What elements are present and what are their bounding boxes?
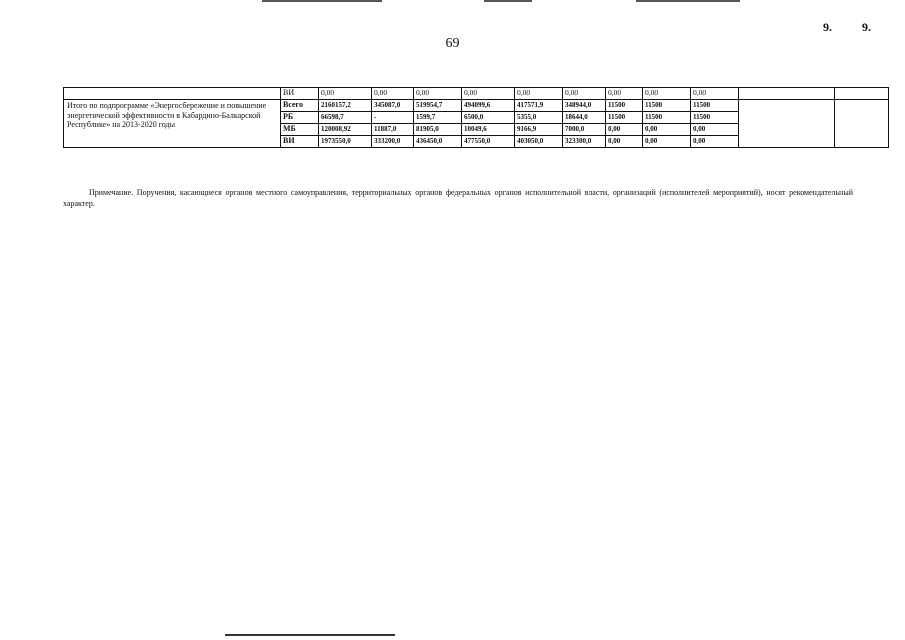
- value-cell: 494099,6: [462, 100, 515, 112]
- value-cell: 120008,92: [319, 124, 372, 136]
- value-cell: -: [372, 112, 414, 124]
- value-cell: 11500: [643, 112, 691, 124]
- scan-artifact: [225, 634, 395, 636]
- value-cell: 323300,0: [563, 136, 606, 148]
- corner-mark: 9.: [862, 20, 871, 34]
- value-cell: 10049,6: [462, 124, 515, 136]
- table-cell: [739, 88, 835, 100]
- value-cell: 0,00: [414, 88, 462, 100]
- value-cell: 519954,7: [414, 100, 462, 112]
- value-cell: 0,00: [606, 88, 643, 100]
- value-cell: 11500: [691, 100, 739, 112]
- value-cell: 5355,0: [515, 112, 563, 124]
- value-cell: 477550,0: [462, 136, 515, 148]
- value-cell: 403050,0: [515, 136, 563, 148]
- scan-artifact: [262, 0, 382, 2]
- value-cell: 81905,0: [414, 124, 462, 136]
- value-cell: 0,00: [372, 88, 414, 100]
- source-cell: МБ: [281, 124, 319, 136]
- value-cell: 417571,9: [515, 100, 563, 112]
- source-cell: Всего: [281, 100, 319, 112]
- value-cell: 333200,0: [372, 136, 414, 148]
- value-cell: 0,00: [691, 88, 739, 100]
- value-cell: 0,00: [691, 124, 739, 136]
- table-cell: [739, 100, 835, 148]
- source-cell: РБ: [281, 112, 319, 124]
- source-cell: ВИ: [281, 136, 319, 148]
- value-cell: 0,00: [691, 136, 739, 148]
- value-cell: 7000,0: [563, 124, 606, 136]
- page-number: 69: [445, 36, 460, 51]
- subprogram-description: Итого по подпрограмме «Энергосбережение и повышение энергетической эффективности в Кабардино-Балкарской Республике» на 2013-2020 годы: [64, 100, 281, 148]
- value-cell: 66598,7: [319, 112, 372, 124]
- value-cell: 0,00: [643, 124, 691, 136]
- value-cell: 1973550,0: [319, 136, 372, 148]
- value-cell: 0,00: [606, 124, 643, 136]
- table-cell: [835, 100, 889, 148]
- source-cell: ВИ: [281, 88, 319, 100]
- scan-artifact: [636, 0, 740, 2]
- value-cell: 1599,7: [414, 112, 462, 124]
- value-cell: 348944,0: [563, 100, 606, 112]
- corner-mark: 9.: [823, 20, 832, 34]
- value-cell: 11500: [606, 112, 643, 124]
- table-row: [64, 88, 889, 100]
- table-cell: [64, 88, 281, 100]
- table-row: [64, 100, 889, 112]
- value-cell: 11500: [691, 112, 739, 124]
- value-cell: 11500: [643, 100, 691, 112]
- value-cell: 0,00: [462, 88, 515, 100]
- value-cell: 2160157,2: [319, 100, 372, 112]
- budget-table: [63, 87, 889, 148]
- value-cell: 11887,0: [372, 124, 414, 136]
- value-cell: 9166,9: [515, 124, 563, 136]
- value-cell: 436450,0: [414, 136, 462, 148]
- value-cell: 0,00: [563, 88, 606, 100]
- value-cell: 0,00: [643, 136, 691, 148]
- value-cell: 18644,0: [563, 112, 606, 124]
- value-cell: 0,00: [606, 136, 643, 148]
- value-cell: 11500: [606, 100, 643, 112]
- table-cell: [835, 88, 889, 100]
- value-cell: 6500,0: [462, 112, 515, 124]
- scan-artifact: [484, 0, 532, 2]
- footnote: Примечание. Поручения, касающиеся органов местного самоуправления, территориальных органов федеральных органов исполнительной власти, организаций (исполнителей мероприятий), носят рекомендательный характер.: [63, 188, 853, 208]
- value-cell: 345087,0: [372, 100, 414, 112]
- value-cell: 0,00: [643, 88, 691, 100]
- value-cell: 0,00: [515, 88, 563, 100]
- value-cell: 0,00: [319, 88, 372, 100]
